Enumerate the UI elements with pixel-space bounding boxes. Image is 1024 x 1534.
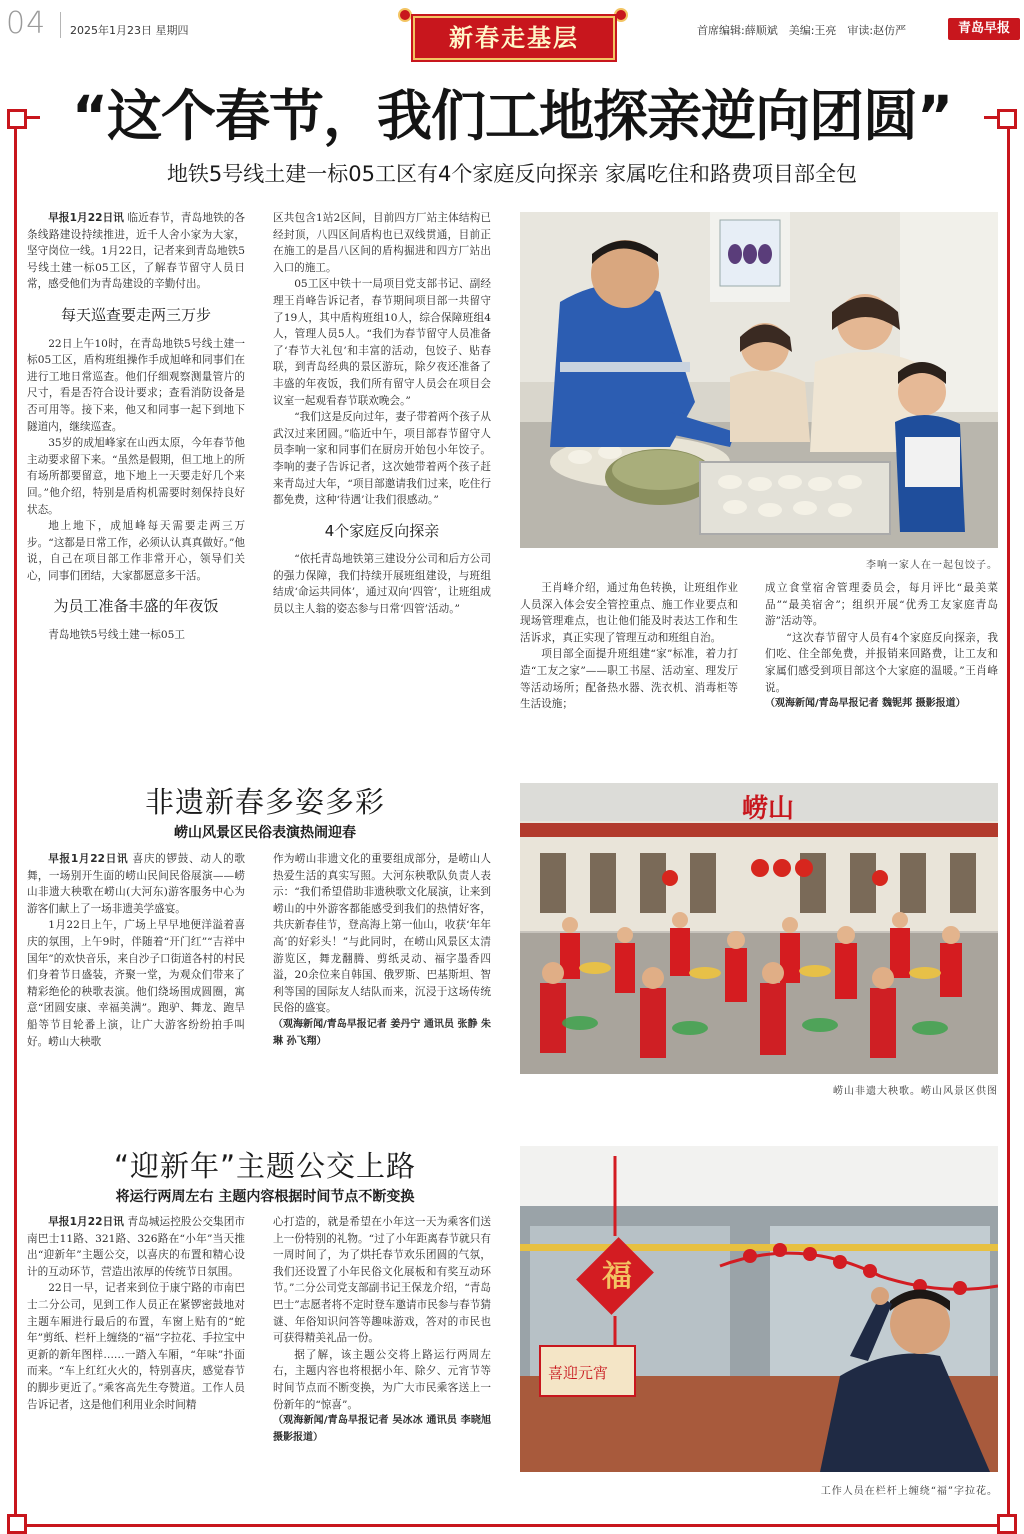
main-headline: “这个春节，我们工地探亲逆向团圆” (40, 80, 984, 152)
dateline: 早报1月22日讯 (48, 1216, 124, 1228)
paragraph: 05工区中铁十一局项目党支部书记、副经理王肖峰告诉记者，春节期间项目部一共留守了19人，其中盾构班组10人，综合保障班组4人，管理人员5人。“我们为春节留守人员准备了‘春节大礼包’和丰富的活动，包饺子、贴春联，到青岛经典的景区游玩，除夕夜还准备了丰盛的年夜饭，我们所有留守人员会在项目会议室一起观看春节联欢晚会。” (273, 278, 491, 407)
paragraph: 喜庆的锣鼓、动人的歌舞，一场别开生面的崂山民间民俗展演——崂山非遗大秧歌在崂山(大河东)游客服务中心为游客们献上了一场非遗美学盛宴。 (27, 853, 246, 915)
paragraph: “这次春节留守人员有4个家庭反向探亲，我们吃、住全部免费，并报销来回路费，让工友和家属们感受到项目部这个大家庭的温暖。”王肖峰说。 (765, 631, 998, 694)
photo-caption: 工作人员在栏杆上缠绕“福”字拉花。 (820, 1486, 998, 1497)
byline: （观海新闻/青岛早报记者 吴冰冰 通讯员 李晓旭 摄影报道） (273, 1415, 491, 1443)
paragraph: 王肖峰介绍，通过角色转换，让班组作业人员深入体会安全管控重点、施工作业要点和现场管理难点，也让他们能及时表达工作和生活诉求，真正实现了管理互动和班组自治。 (520, 582, 738, 644)
paragraph: 青岛地铁5号线土建一标05工 (48, 629, 185, 642)
fu-character: 福 (602, 1259, 632, 1294)
photo-caption: 李响一家人在一起包饺子。 (866, 560, 998, 571)
frame-right (1007, 116, 1010, 1527)
section-badge: 新春走基层 (413, 16, 615, 60)
story3-column-1 (27, 1214, 245, 1413)
paragraph: 22日上午10时，在青岛地铁5号线土建一标05工区，盾构班组操作手成旭峰和同事们在进行工地日常巡查。他们仔细观察测量管片的尺寸，看是否符合设计要求；查看消防设备是否可用等。接下来，他又和同事一起下到地下隧道内，继续巡查。 (27, 337, 245, 433)
photo-bus-decoration (520, 1146, 998, 1472)
dateline: 早报1月22日讯 (48, 853, 129, 865)
story2-title: 非遗新春多姿多彩 (144, 785, 385, 819)
paragraph: 据了解，该主题公交将上路运行两周左右，主题内容也将根据小年、除夕、元宵节等时间节点而不断变换，为广大市民乘客送上一份新年的“惊喜”。 (273, 1348, 491, 1411)
bus-board-text: 喜迎元宵 (548, 1364, 609, 1382)
paragraph: 地上地下，成旭峰每天需要走两三万步。“这都是日常工作，必须认认真真做好。”他说，自己在项目部工作非常开心，领导们关心，同事们团结，大家都愿意多干活。 (27, 520, 245, 582)
frame-corner-ornament (7, 1514, 27, 1534)
paragraph: 1月22日上午，广场上早早地便洋溢着喜庆的氛围，上午9时，伴随着“开门红”“吉祥中国年”的欢快音乐，来自沙子口街道各村的村民们身着节日盛装，齐聚一堂，为观众们带来了精彩绝伦的秧歌表演。他们绕场围成圆圈，寓意“团圆安康、幸福美满”。跑驴、舞龙、跑旱船等节目轮番上演，让广大游客纷纷拍手叫好。崂山大秧歌 (27, 919, 245, 1048)
paragraph: 项目部全面提升班组建“家”标准，着力打造“工友之家”——职工书屋、活动室、理发厅等活动场所；配备热水器、洗衣机、消毒柜等生活设施； (520, 648, 738, 711)
frame-corner-ornament (997, 1514, 1017, 1534)
photo-dumpling-family (520, 212, 998, 548)
story3-subtitle: 将运行两周左右 主题内容根据时间节点不断变换 (115, 1189, 415, 1205)
building-sign: 崂山 (742, 794, 795, 824)
story1-column-4 (765, 580, 998, 713)
editor-credits: 首席编辑:薛顺斌 美编:王亮 审读:赵仿严 (697, 24, 907, 37)
badge-ornament-right (614, 8, 628, 22)
story3-column-2 (273, 1214, 491, 1446)
story1-column-3 (520, 580, 738, 713)
subheading: 为员工准备丰盛的年夜饭 (53, 597, 219, 616)
story1-column-2 (273, 210, 491, 618)
paragraph: 作为崂山非遗文化的重要组成部分，是崂山人热爱生活的真实写照。大河东秧歌队负责人表示：“我们希望借助非遗秧歌文化展演，让来到崂山的中外游客都能感受到我们的热情好客，共庆新春佳节，登高海上第一仙山，收获‘年年高’的好彩头！”与此同时，在崂山风景区太清游览区，舞龙翻腾、剪纸灵动、福字墨香四溢，20余位来自韩国、俄罗斯、巴基斯坦、智利等国的国际友人结队而来，沉浸于这场传统民俗的盛宴。 (273, 853, 491, 1015)
subheading: 每天巡查要走两三万步 (60, 305, 211, 324)
page-number: 04 (6, 6, 47, 41)
dateline: 早报1月22日讯 (48, 212, 124, 224)
paragraph: 22日一早，记者来到位于康宁路的市南巴士二分公司，见到工作人员正在紧锣密鼓地对主题车厢进行最后的布置，车窗上贴有的“蛇年”剪纸、栏杆上缠绕的“福”字拉花、手拉宝中更新的新年图样……一踏入车厢，“年味”扑面而来。“车上红红火火的，特别喜庆，感觉春节的脚步更近了。”乘客高先生夸赞道。工作人员告诉记者，这是他们利用业余时间精 (27, 1282, 245, 1411)
story3-title: “迎新年”主题公交上路 (113, 1149, 417, 1183)
paragraph: 青岛城运控股公交集团市南巴士11路、321路、326路在“小年”当天推出“迎新年”主题公交，以喜庆的布置和精心设计的互动环节，营造出浓厚的传统节日氛围。 (27, 1216, 245, 1278)
paragraph: 区共包含1站2区间，目前四方厂站主体结构已经封顶，八四区间盾构也已双线贯通，目前正在施工的是昌八区间的盾构掘进和四方厂站出入口的施工。 (273, 212, 491, 274)
frame-corner-ornament (997, 109, 1017, 129)
story2-column-2 (273, 851, 491, 1050)
subheading: 4个家庭反向探亲 (324, 521, 440, 540)
newspaper-logo: 青岛早报 (948, 18, 1020, 40)
paragraph: 35岁的成旭峰家在山西太原，今年春节他主动要求留下来。“虽然是假期，但工地上的所有场所都要留意，地下地上一天要走好几个来回。”他介绍，特别是盾构机需要时刻保持良好状态。 (27, 437, 245, 516)
story2-subtitle: 崂山风景区民俗表演热闹迎春 (174, 825, 356, 841)
paragraph: “依托青岛地铁第三建设分公司和后方公司的强力保障，我们持续开展班组建设，与班组结成‘命运共同体’，通过双向‘四管’，让班组成员以主人翁的姿态参与日常‘四管’活动。” (273, 553, 491, 616)
byline: （观海新闻/青岛早报记者 魏铌邦 摄影报道） (765, 698, 966, 710)
paragraph: 成立食堂宿舍管理委员会，每月评比“最美菜品”“最美宿舍”；组织开展“优秀工友家庭青岛游”活动等。 (765, 582, 998, 628)
story1-column-1 (27, 210, 245, 644)
paragraph: 心打造的，就是希望在小年这一天为乘客们送上一份特别的礼物。“过了小年距离春节就只有一周时间了，为了烘托春节欢乐团圆的气氛，我们还设置了小年民俗文化展板和有奖互动环节。”二分公司党支部副书记王保龙介绍，“青岛巴士”志愿者将不定时登车邀请市民参与春节猜谜、年俗知识问答等趣味游戏，答对的市民也可获得精美礼品一份。 (273, 1216, 491, 1345)
photo-yangge-dance (520, 783, 998, 1074)
story2-column-1 (27, 851, 245, 1050)
photo-caption: 崂山非遗大秧歌。崂山风景区供图 (833, 1086, 998, 1097)
header-divider (60, 12, 61, 38)
frame-corner-ornament (7, 109, 27, 129)
frame-left (14, 116, 17, 1527)
paragraph: “我们这是反向过年，妻子带着两个孩子从武汉过来团圆。”临近中午，项目部春节留守人员李响一家和同事们在厨房开始包小年饺子。李响的妻子告诉记者，这次她带着两个孩子赶来青岛过大年，“项目部邀请我们过来，吃住行都免费，这种‘待遇’让我们很感动。” (273, 411, 491, 507)
main-subhead: 地铁5号线土建一标05工区有4个家庭反向探亲 家属吃住和路费项目部全包 (166, 162, 858, 186)
frame-bottom (14, 1524, 1010, 1527)
issue-date: 2025年1月23日 星期四 (70, 24, 189, 37)
badge-ornament-left (398, 8, 412, 22)
byline: （观海新闻/青岛早报记者 姜丹宁 通讯员 张静 朱琳 孙飞翔） (273, 1018, 491, 1047)
paragraph: 临近春节，青岛地铁的各条线路建设持续推进，近千人舍小家为大家，坚守岗位一线。1月22日，记者来到青岛地铁5号线土建一标05工区，了解春节留守人员日常，感受他们为青岛建设的辛勤付出。 (27, 212, 245, 291)
